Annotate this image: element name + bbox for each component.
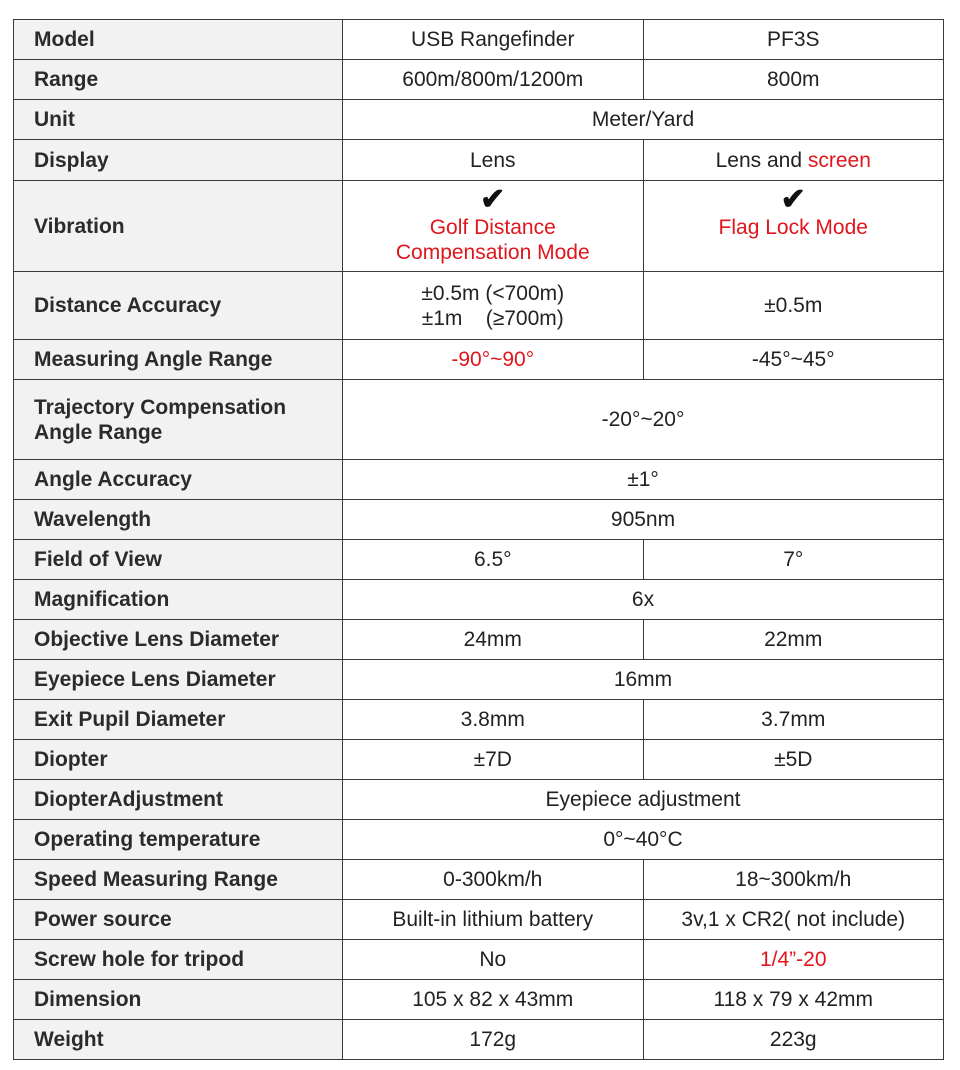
checkmark-icon: ✔ [480,183,506,216]
row-angle-accuracy [14,460,944,500]
value-vibration-pf3s [643,181,944,272]
label-weight: Weight [14,1020,343,1060]
value-distance-accuracy-usb [343,272,644,340]
row-measuring-angle [14,340,944,380]
label-angle-accuracy: Angle Accuracy [14,460,343,500]
value-model-pf3s: PF3S [643,20,944,60]
value-operating-temperature: 0°~40°C [343,820,944,860]
value-exit-pupil-usb: 3.8mm [343,700,644,740]
spec-table [13,19,944,1060]
value-speed-range-usb: 0-300km/h [343,860,644,900]
label-exit-pupil: Exit Pupil Diameter [14,700,343,740]
vibration-usb-line2: Compensation Mode [395,241,590,264]
trajectory-label-line2: Angle Range [34,420,163,444]
trajectory-label-line1: Trajectory Compensation [34,395,287,419]
distance-accuracy-line1: ±0.5m (<700m) [421,281,565,305]
value-diopter-pf3s: ±5D [643,740,944,780]
row-eyepiece-lens [14,660,944,700]
row-operating-temperature [14,820,944,860]
value-unit: Meter/Yard [343,100,944,140]
label-magnification: Magnification [14,580,343,620]
row-tripod-hole [14,940,944,980]
label-tripod-hole: Screw hole for tripod [14,940,343,980]
value-tripod-hole-usb: No [343,940,644,980]
value-model-usb: USB Rangefinder [343,20,644,60]
value-display-usb: Lens [343,140,644,181]
value-tripod-hole-pf3s: 1/4”-20 [643,940,944,980]
label-field-of-view: Field of View [14,540,343,580]
value-wavelength: 905nm [343,500,944,540]
row-exit-pupil [14,700,944,740]
value-diopter-usb: ±7D [343,740,644,780]
row-magnification [14,580,944,620]
value-measuring-angle-pf3s: -45°~45° [643,340,944,380]
row-dimension [14,980,944,1020]
display-pf3s-screen: screen [807,148,871,172]
value-angle-accuracy: ±1° [343,460,944,500]
row-diopter-adjustment [14,780,944,820]
value-range-usb: 600m/800m/1200m [343,60,644,100]
value-trajectory: -20°~20° [343,380,944,460]
row-weight [14,1020,944,1060]
value-field-of-view-usb: 6.5° [343,540,644,580]
vibration-usb-line1: Golf Distance [429,216,556,239]
value-vibration-usb [343,181,644,272]
value-diopter-adjustment: Eyepiece adjustment [343,780,944,820]
row-wavelength [14,500,944,540]
row-diopter [14,740,944,780]
checkmark-icon: ✔ [780,183,806,216]
label-range: Range [14,60,343,100]
label-unit: Unit [14,100,343,140]
value-eyepiece-lens: 16mm [343,660,944,700]
value-exit-pupil-pf3s: 3.7mm [643,700,944,740]
vibration-pf3s-mode: Flag Lock Mode [718,216,868,239]
value-display-pf3s [643,140,944,181]
label-diopter-adjustment: DiopterAdjustment [14,780,343,820]
row-model [14,20,944,60]
row-field-of-view [14,540,944,580]
value-distance-accuracy-pf3s: ±0.5m [643,272,944,340]
row-display [14,140,944,181]
value-measuring-angle-usb: -90°~90° [343,340,644,380]
value-speed-range-pf3s: 18~300km/h [643,860,944,900]
value-power-source-usb: Built-in lithium battery [343,900,644,940]
row-power-source [14,900,944,940]
label-trajectory [14,380,343,460]
value-magnification: 6x [343,580,944,620]
value-field-of-view-pf3s: 7° [643,540,944,580]
row-distance-accuracy [14,272,944,340]
row-speed-range [14,860,944,900]
value-objective-lens-usb: 24mm [343,620,644,660]
row-objective-lens [14,620,944,660]
value-weight-usb: 172g [343,1020,644,1060]
label-vibration: Vibration [14,181,343,272]
label-wavelength: Wavelength [14,500,343,540]
value-dimension-usb: 105 x 82 x 43mm [343,980,644,1020]
label-eyepiece-lens: Eyepiece Lens Diameter [14,660,343,700]
value-dimension-pf3s: 118 x 79 x 42mm [643,980,944,1020]
value-objective-lens-pf3s: 22mm [643,620,944,660]
value-power-source-pf3s: 3v,1 x CR2( not include) [643,900,944,940]
row-vibration [14,181,944,272]
label-dimension: Dimension [14,980,343,1020]
label-display: Display [14,140,343,181]
label-power-source: Power source [14,900,343,940]
label-model: Model [14,20,343,60]
label-objective-lens: Objective Lens Diameter [14,620,343,660]
display-pf3s-prefix: Lens and [715,148,808,172]
row-unit [14,100,944,140]
row-trajectory [14,380,944,460]
label-distance-accuracy: Distance Accuracy [14,272,343,340]
distance-accuracy-line2: ±1m (≥700m) [421,306,564,330]
row-range [14,60,944,100]
label-measuring-angle: Measuring Angle Range [14,340,343,380]
label-diopter: Diopter [14,740,343,780]
label-operating-temperature: Operating temperature [14,820,343,860]
value-range-pf3s: 800m [643,60,944,100]
value-weight-pf3s: 223g [643,1020,944,1060]
label-speed-range: Speed Measuring Range [14,860,343,900]
